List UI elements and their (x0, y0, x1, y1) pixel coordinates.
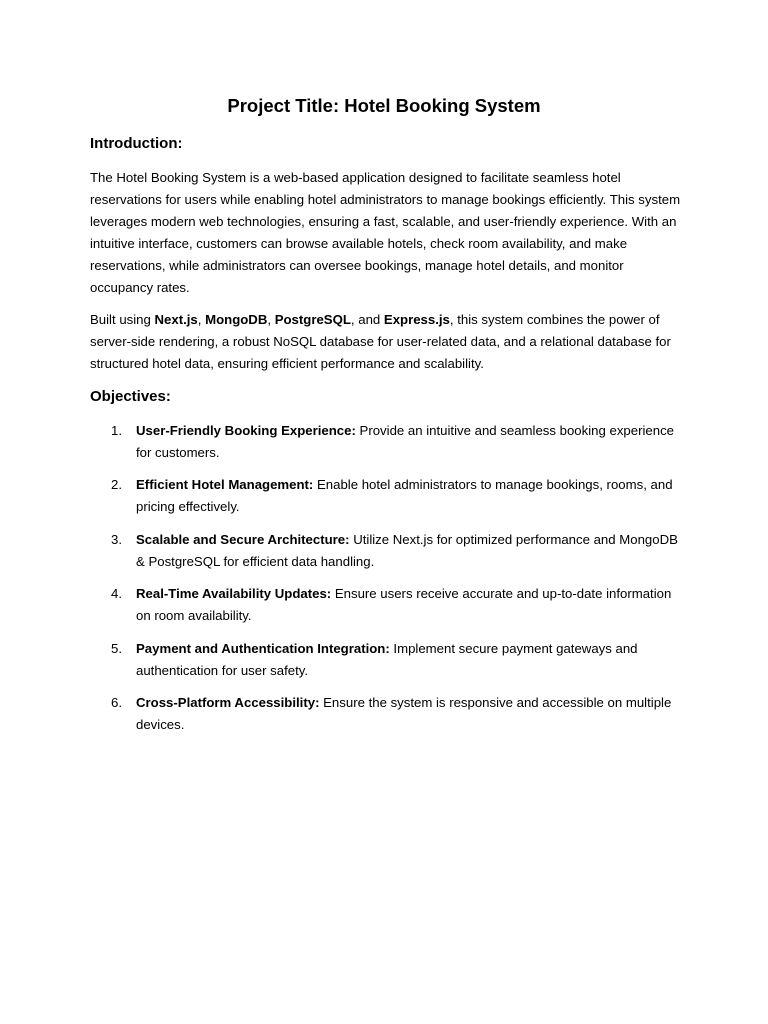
tech-expressjs: Express.js (383, 312, 450, 327)
introduction-paragraph: The Hotel Booking System is a web-based application designed to facilitate seamless hotel reservations for users while enabling hotel administrators to manage bookings efficiently. This system leverages modern web technologies, ensuring a fast, scalable, and user-friendly experience. With an intuitive interface, customers can browse available hotels, check room availability, and make reservations, while administrators can oversee bookings, manage hotel details, and monitor occupancy rates. (90, 170, 681, 295)
objective-item-6 (90, 692, 686, 736)
objective-title: Efficient Hotel Management: (136, 477, 314, 493)
objective-title: User-Friendly Booking Experience: (136, 423, 356, 438)
objective-item-4 (90, 583, 686, 627)
objective-item-2 (90, 474, 686, 518)
objective-item-1 (90, 420, 686, 464)
objective-number: 3. (111, 531, 122, 547)
tech-separator: , (267, 312, 275, 327)
objective-item-5 (90, 638, 686, 682)
objective-number: 2. (111, 477, 122, 493)
objective-text: Utilize Next.js for optimized performance and MongoDB & PostgreSQL for efficient data handling. (136, 531, 678, 569)
tech-nextjs: Next.js (154, 312, 198, 327)
tech-separator: , (197, 312, 206, 327)
objective-title: Payment and Authentication Integration: (136, 640, 390, 656)
page-title: Project Title: Hotel Booking System (227, 95, 541, 116)
objective-number: 5. (111, 640, 122, 656)
objective-number: 1. (111, 423, 122, 438)
tech-paragraph-suffix: , this system combines the power of server-side rendering, a robust NoSQL database for user-related data, and a relational database for structured hotel data, ensuring efficient performance and scalability. (90, 312, 671, 371)
objective-text: Provide an intuitive and seamless booking experience for customers. (136, 423, 675, 460)
tech-postgresql: PostgreSQL (274, 312, 351, 327)
technology-paragraph (90, 309, 686, 375)
objective-text: Implement secure payment gateways and authentication for user safety. (136, 640, 638, 678)
objectives-list (90, 420, 686, 746)
objective-text: Enable hotel administrators to manage bookings, rooms, and pricing effectively. (136, 477, 673, 515)
objective-title: Cross-Platform Accessibility: (136, 694, 320, 710)
objective-text: Ensure the system is responsive and accessible on multiple devices. (136, 694, 672, 732)
objective-number: 4. (111, 586, 122, 602)
objective-title: Real-Time Availability Updates: (136, 586, 332, 602)
objectives-heading: Objectives: (90, 388, 171, 405)
introduction-heading: Introduction: (90, 135, 183, 152)
tech-paragraph-prefix: Built using (90, 312, 155, 327)
objective-text: Ensure users receive accurate and up-to-date information on room availability. (136, 586, 672, 624)
objective-item-3 (90, 529, 686, 573)
objective-title: Scalable and Secure Architecture: (136, 531, 350, 547)
tech-separator: , and (350, 312, 384, 327)
tech-mongodb: MongoDB (205, 312, 268, 327)
objective-number: 6. (111, 694, 122, 710)
